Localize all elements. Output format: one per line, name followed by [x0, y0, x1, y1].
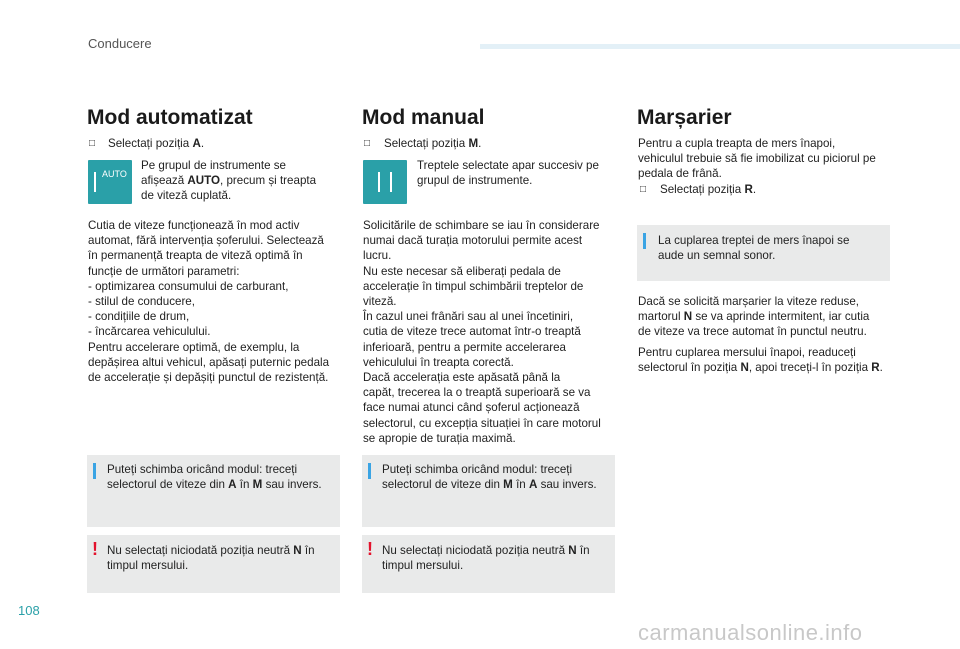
col3-select-instruction: Selectați poziția R.: [660, 183, 757, 196]
col2-body: Solicitările de schimbare se iau în considerare numai dacă turația motorului permite acest lucru. Nu este necesar să eliberați pedala de accelerație în timpul schimbării treptelor de viteză. În cazul unei frânări sau al unei încetiniri, cutia de viteze trece automat într-o treaptă inferioară, pentru a permite accelerarea vehiculului în treapta corectă. Dacă accelerația este apăsată până la capăt, trecerea la o treaptă superioară se va face numai atunci când șoferul acționează selectorul, cu excepția situației în care motorul se apropie de turația maximă.: [363, 219, 601, 445]
page-number: 108: [18, 603, 40, 618]
col3-info-text: La cuplarea treptei de mers înapoi se aude un semnal sonor.: [658, 234, 850, 263]
col1-info-text: Puteți schimba oricând modul: treceți selectorul de viteze din A în M sau invers.: [107, 463, 322, 492]
auto-gear-icon: [88, 160, 132, 204]
checkbox-bullet-icon: □: [640, 184, 647, 195]
col1-body: Cutia de viteze funcționează în mod activ automat, fără intervenția șoferului. Selectează în permanență treapta de viteză optimă în funcție de următori parametri: - optimizarea consumului de carburant, - stilul de conducere, - condițiile de drum, - încărcarea vehiculului. Pentru accelerare optimă, de exemplu, la depășirea altui vehicul, apăsați puternic pedala de accelerație și depășiți punctul de rezistență.: [88, 219, 330, 385]
col1-icon-text: Pe grupul de instrumente se afișează AUTO, precum și treapta de viteză cuplată.: [141, 159, 317, 203]
col2-warning-text: Nu selectați niciodată poziția neutră N în timpul mersului.: [382, 544, 590, 573]
checkbox-bullet-icon: □: [89, 138, 96, 149]
exclamation-icon: !: [367, 539, 373, 559]
col3-info-box: [637, 225, 890, 281]
col2-icon-text: Treptele selectate apar succesiv pe grupul de instrumente.: [417, 159, 599, 188]
auto-label: AUTO: [102, 169, 127, 179]
col3-paragraph-3: Pentru cuplarea mersului înapoi, readuceți selectorul în poziția N, apoi treceți-l în poziția R.: [638, 346, 883, 375]
col1-warning-box: [87, 535, 340, 593]
col1-title: Mod automatizat: [87, 106, 253, 129]
col1-info-box: [87, 455, 340, 527]
header-bar: [480, 44, 960, 49]
checkbox-bullet-icon: □: [364, 138, 371, 149]
col3-intro: Pentru a cupla treapta de mers înapoi, vehiculul trebuie să fie imobilizat cu piciorul pe pedala de frână.: [638, 137, 876, 181]
exclamation-icon: !: [92, 539, 98, 559]
col1-select-instruction: Selectați poziția A.: [108, 137, 205, 150]
manual-gear-icon: [363, 160, 407, 204]
col2-select-instruction: Selectați poziția M.: [384, 137, 482, 150]
section-title: Conducere: [88, 36, 152, 51]
watermark: carmanualsonline.info: [638, 620, 863, 645]
col2-info-box: [362, 455, 615, 527]
col2-title: Mod manual: [362, 106, 485, 129]
info-bar-icon: [368, 463, 371, 479]
info-bar-icon: [643, 233, 646, 249]
info-bar-icon: [93, 463, 96, 479]
col2-info-text: Puteți schimba oricând modul: treceți selectorul de viteze din M în A sau invers.: [382, 463, 597, 492]
col3-paragraph-2: Dacă se solicită marșarier la viteze reduse, martorul N se va aprinde intermitent, iar cutia de viteze va trece automat în punctul neutru.: [638, 295, 870, 339]
col1-warning-text: Nu selectați niciodată poziția neutră N în timpul mersului.: [107, 544, 315, 573]
col3-title: Marșarier: [637, 106, 732, 129]
col2-warning-box: [362, 535, 615, 593]
